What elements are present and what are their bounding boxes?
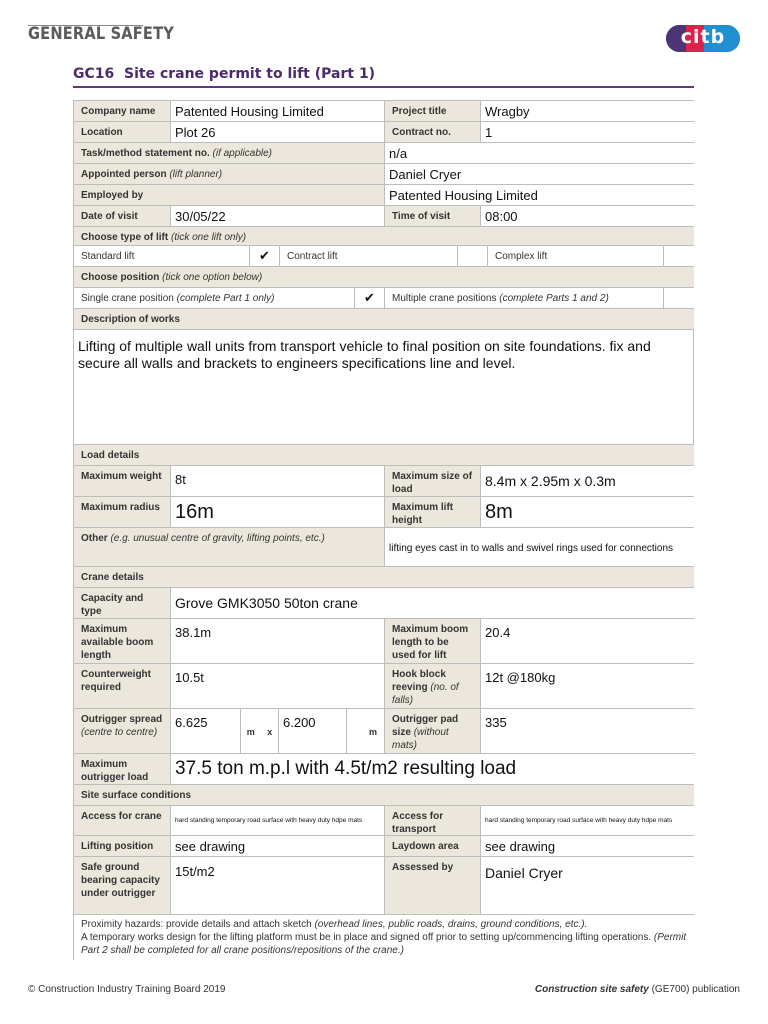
laydown-label: Laydown area: [385, 836, 481, 857]
brand-title: GENERAL SAFETY: [28, 24, 174, 44]
access-crane-value[interactable]: hard standing temporary road surface with heavy duty hdpe mats: [171, 806, 385, 836]
outrigger-spread-units: m x: [241, 709, 279, 754]
hook-block-label: Hook block reeving (no. of falls): [385, 664, 481, 709]
single-crane-checkbox[interactable]: ✔: [355, 288, 385, 309]
max-radius-value[interactable]: 16m: [171, 497, 385, 528]
complex-lift-checkbox[interactable]: [664, 246, 694, 267]
employed-by-label: Employed by: [74, 185, 385, 206]
outrigger-pad-value[interactable]: 335: [481, 709, 694, 754]
complex-lift-label: Complex lift: [488, 246, 664, 267]
outrigger-pad-label: Outrigger pad size (without mats): [385, 709, 481, 754]
citb-logo: [666, 25, 740, 52]
boom-for-lift-value[interactable]: 20.4: [481, 619, 694, 664]
proximity-note: Proximity hazards: provide details and attach sketch (overhead lines, public roads, drains, ground conditions, etc.). A temporary works design for the lifting platform must be in place and signed off prior to setting up/commencing lifting operations. (Permit Part 2 shall be completed for all crane positions/repositions of the crane.): [74, 915, 694, 960]
contract-no-label: Contract no.: [385, 122, 481, 143]
permit-form: [73, 100, 694, 960]
appointed-person-value[interactable]: Daniel Cryer: [385, 164, 694, 185]
hook-block-value[interactable]: 12t @180kg: [481, 664, 694, 709]
project-title-value[interactable]: Wragby: [481, 101, 694, 122]
bearing-label: Safe ground bearing capacity under outrigger: [74, 857, 171, 915]
appointed-person-label: Appointed person (lift planner): [74, 164, 385, 185]
outrigger-spread-unit-2: m: [347, 709, 385, 754]
crane-details-header: Crane details: [74, 567, 694, 588]
capacity-value[interactable]: Grove GMK3050 50ton crane: [171, 588, 694, 619]
description-header: Description of works: [74, 309, 694, 330]
max-weight-value[interactable]: 8t: [171, 466, 385, 497]
max-lift-height-value[interactable]: 8m: [481, 497, 694, 528]
outrigger-spread-value-1[interactable]: 6.625: [171, 709, 241, 754]
multiple-crane-label: Multiple crane positions (complete Parts 1 and 2): [385, 288, 664, 309]
access-crane-label: Access for crane: [74, 806, 171, 836]
load-details-header: Load details: [74, 445, 694, 466]
max-boom-label: Maximum available boom length: [74, 619, 171, 664]
logo-text: citb: [680, 26, 726, 48]
standard-lift-checkbox[interactable]: ✔: [250, 246, 280, 267]
location-label: Location: [74, 122, 171, 143]
max-boom-value[interactable]: 38.1m: [171, 619, 385, 664]
time-of-visit-label: Time of visit: [385, 206, 481, 227]
lifting-position-value[interactable]: see drawing: [171, 836, 385, 857]
company-name-label: Company name: [74, 101, 171, 122]
date-of-visit-label: Date of visit: [74, 206, 171, 227]
company-name-value[interactable]: Patented Housing Limited: [171, 101, 385, 122]
copyright: © Construction Industry Training Board 2019: [28, 984, 226, 995]
site-surface-header: Site surface conditions: [74, 785, 694, 806]
max-radius-label: Maximum radius: [74, 497, 171, 528]
max-lift-height-label: Maximum lift height: [385, 497, 481, 528]
capacity-label: Capacity and type: [74, 588, 171, 619]
max-size-label: Maximum size of load: [385, 466, 481, 497]
date-of-visit-value[interactable]: 30/05/22: [171, 206, 385, 227]
outrigger-load-value[interactable]: 37.5 ton m.p.l with 4.5t/m2 resulting load: [171, 754, 694, 785]
title-rule: [73, 86, 694, 88]
multiple-crane-checkbox[interactable]: [664, 288, 694, 309]
boom-for-lift-label: Maximum boom length to be used for lift: [385, 619, 481, 664]
access-transport-value[interactable]: hard standing temporary road surface with heavy duty hdpe mats: [481, 806, 694, 836]
publication-credit: Construction site safety (GE700) publication: [534, 984, 740, 995]
time-of-visit-value[interactable]: 08:00: [481, 206, 694, 227]
outrigger-load-label: Maximum outrigger load: [74, 754, 171, 785]
laydown-value[interactable]: see drawing: [481, 836, 694, 857]
max-weight-label: Maximum weight: [74, 466, 171, 497]
task-statement-label: Task/method statement no. (if applicable): [74, 143, 385, 164]
other-value[interactable]: lifting eyes cast in to walls and swivel rings used for connections: [385, 528, 694, 567]
description-value[interactable]: Lifting of multiple wall units from transport vehicle to final position on site foundations. fix and secure all walls and brackets to engineers specifications line and level.: [74, 330, 694, 445]
outrigger-spread-label: Outrigger spread (centre to centre): [74, 709, 171, 754]
outrigger-spread-value-2[interactable]: 6.200: [279, 709, 347, 754]
position-header: Choose position (tick one option below): [74, 267, 694, 288]
contract-lift-checkbox[interactable]: [458, 246, 488, 267]
max-size-value[interactable]: 8.4m x 2.95m x 0.3m: [481, 466, 694, 497]
access-transport-label: Access for transport: [385, 806, 481, 836]
employed-by-value[interactable]: Patented Housing Limited: [385, 185, 694, 206]
counterweight-label: Counterweight required: [74, 664, 171, 709]
contract-no-value[interactable]: 1: [481, 122, 694, 143]
project-title-label: Project title: [385, 101, 481, 122]
counterweight-value[interactable]: 10.5t: [171, 664, 385, 709]
single-crane-label: Single crane position (complete Part 1 only): [74, 288, 355, 309]
location-value[interactable]: Plot 26: [171, 122, 385, 143]
other-label: Other (e.g. unusual centre of gravity, lifting points, etc.): [74, 528, 385, 567]
bearing-value[interactable]: 15t/m2: [171, 857, 385, 915]
assessed-by-value[interactable]: Daniel Cryer: [481, 857, 694, 915]
page-title: GC16 Site crane permit to lift (Part 1): [73, 66, 376, 82]
lifting-position-label: Lifting position: [74, 836, 171, 857]
assessed-by-label: Assessed by: [385, 857, 481, 915]
task-statement-value[interactable]: n/a: [385, 143, 694, 164]
lift-type-header: Choose type of lift (tick one lift only): [74, 227, 694, 246]
contract-lift-label: Contract lift: [280, 246, 458, 267]
standard-lift-label: Standard lift: [74, 246, 250, 267]
